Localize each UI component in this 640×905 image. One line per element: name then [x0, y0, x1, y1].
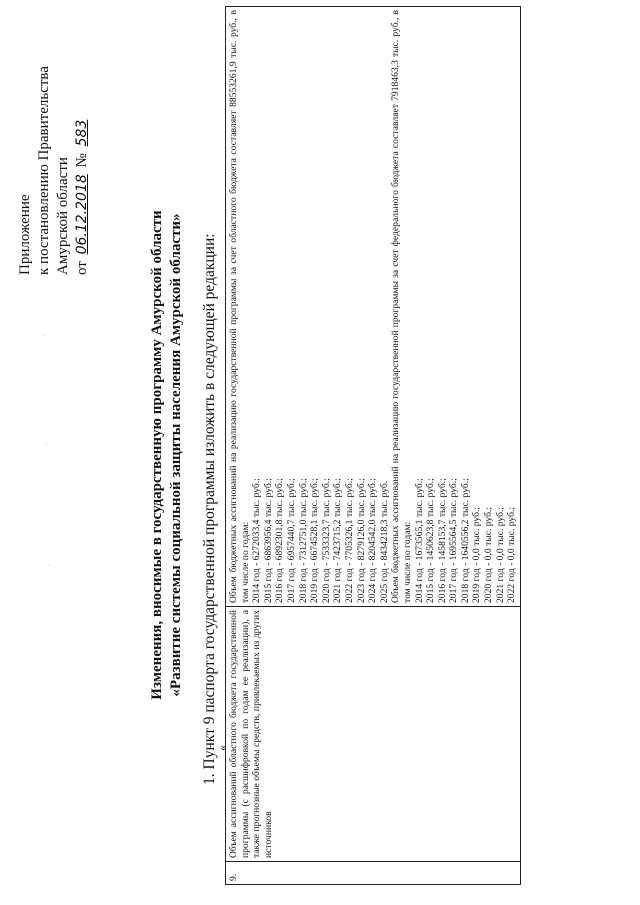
scan-mark: ·: [43, 330, 46, 340]
list-item: 2019 год - 0,0 тыс. руб.;: [471, 506, 483, 603]
list-item: 2016 год - 6892301,8 тыс. руб.;: [274, 478, 286, 603]
scan-mark: ·: [45, 440, 48, 450]
row-number: 9.: [226, 862, 521, 885]
list-item: 2018 год - 7312751,0 тыс. руб.;: [297, 478, 309, 603]
row-content: [226, 7, 521, 607]
opening-quote: «: [215, 745, 229, 751]
list-item: 2022 год - 7705326,1 тыс. руб.;: [343, 478, 355, 603]
list-item: 2021 год - 7423715,2 тыс. руб.;: [332, 478, 344, 603]
handwritten-number: 583: [74, 119, 90, 147]
scan-mark: ·: [47, 560, 50, 570]
list-item: 2022 год - 0,0 тыс. руб.;: [506, 506, 518, 603]
document-title: [148, 155, 186, 755]
appendix-line-2: Амурской области: [55, 157, 71, 275]
title-line-1: Изменения, вносимые в государственную программу Амурской области: [149, 210, 165, 700]
list-item: 2015 год - 6863956,4 тыс. руб.;: [262, 478, 274, 603]
list-item: 2017 год - 6957440,7 тыс. руб.;: [285, 478, 297, 603]
table-row: [226, 7, 521, 885]
title-line-2: «Развитие системы социальной защиты населения Амурской области»: [168, 213, 184, 697]
list-item: 2016 год - 1458153,7 тыс. руб.;: [436, 478, 448, 603]
list-item: 2017 год - 1695564,5 тыс. руб.;: [448, 478, 460, 603]
appendix-block: [16, 25, 92, 275]
list-item: 2018 год - 1640556,2 тыс. руб.;: [459, 478, 471, 603]
passport-table: [225, 6, 521, 885]
regional-years: [251, 10, 390, 603]
appendix-number-line: [73, 25, 92, 275]
row-description: Объем ассигнований областного бюджета государственной программы (с расшифровкой по годам ее реализации), а также прогнозные объемы средств, привлекаемых из других источников: [226, 607, 521, 862]
federal-intro: Объем бюджетных ассигнований на реализацию государственной программы за счет федерального бюджета составляет 7918463,3 тыс. руб., в том числе по годам:: [390, 10, 413, 603]
regional-intro: Объем бюджетных ассигнований на реализацию государственной программы за счет областного бюджета составляет 88553261,9 тыс. руб., в том числе по годам:: [228, 10, 251, 603]
handwritten-date: 06.12.2018: [74, 174, 90, 255]
from-label: от: [74, 261, 90, 275]
list-item: 2020 год - 7533323,7 тыс. руб.;: [320, 478, 332, 603]
item-heading-text: 1. Пункт 9 паспорта государственной программы изложить в следующей редакции:: [201, 233, 218, 785]
list-item: 2025 год - 8434218,3 тыс. руб.: [378, 480, 390, 603]
list-item: 2020 год - 0,0 тыс. руб.;: [483, 506, 495, 603]
appendix-label: Приложение: [17, 194, 33, 275]
appendix-line-1: к постановлению Правительства: [36, 66, 52, 275]
list-item: 2023 год - 8279126,0 тыс. руб.;: [355, 478, 367, 603]
federal-years: [414, 10, 518, 603]
list-item: 2019 год - 6674528,1 тыс. руб.;: [309, 478, 321, 603]
list-item: 2014 год - 1673565,1 тыс. руб.;: [413, 478, 425, 603]
list-item: 2021 год - 0,0 тыс. руб.;: [494, 506, 506, 603]
list-item: 2014 год - 6272033,4 тыс. руб.;: [251, 478, 263, 603]
list-item: 2015 год - 1450623,8 тыс. руб.;: [425, 478, 437, 603]
list-item: 2024 год - 8204542,0 тыс. руб.;: [367, 478, 379, 603]
number-sign: №: [74, 153, 90, 168]
